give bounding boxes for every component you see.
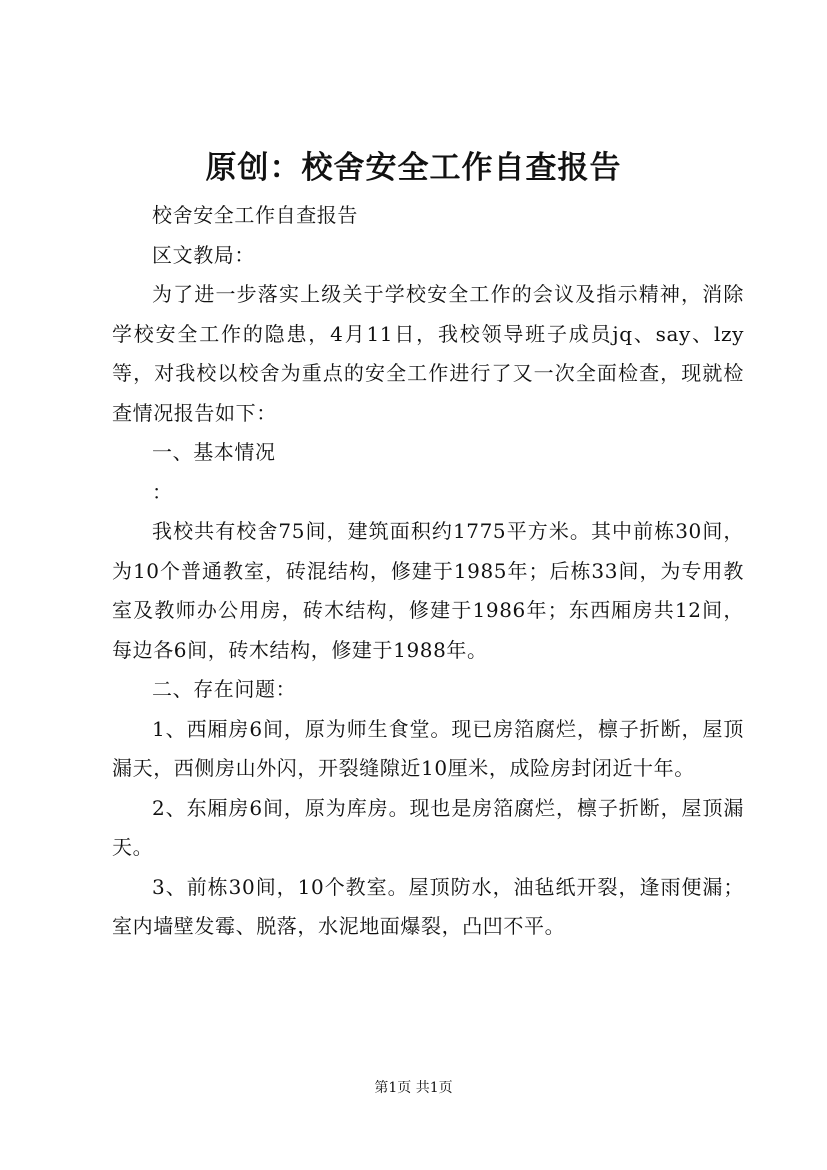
paragraph-intro: 为了进一步落实上级关于学校安全工作的会议及指示精神，消除学校安全工作的隐患，4月11日，我校领导班子成员jq、say、lzy等，对我校以校舍为重点的安全工作进行了又一次全面检查，现就检查情况报告如下： bbox=[112, 282, 744, 425]
page-footer: 第1页 共1页 bbox=[374, 1080, 453, 1096]
paragraph-colon: ： bbox=[152, 479, 173, 504]
section-heading-problems: 二、存在问题： bbox=[152, 677, 297, 701]
document-body bbox=[112, 196, 744, 947]
document-title: 原创：校舍安全工作自查报告 bbox=[205, 150, 622, 186]
paragraph-problem-3: 3、前栋30间，10个教室。屋顶防水，油毡纸开裂，逢雨便漏；室内墙壁发霉、脱落，水泥地面爆裂，凸凹不平。 bbox=[112, 874, 744, 938]
paragraph-problem-1: 1、西厢房6间，原为师生食堂。现已房箔腐烂，檩子折断，屋顶漏天，西侧房山外闪，开裂缝隙近10厘米，成险房封闭近十年。 bbox=[112, 716, 744, 780]
paragraph-subtitle: 校舍安全工作自查报告 bbox=[152, 203, 358, 227]
paragraph-problem-2: 2、东厢房6间，原为库房。现也是房箔腐烂，檩子折断，屋顶漏天。 bbox=[112, 795, 744, 859]
paragraph-basic-info: 我校共有校舍75间，建筑面积约1775平方米。其中前栋30间，为10个普通教室，砖混结构，修建于1985年；后栋33间，为专用教室及教师办公用房，砖木结构，修建于1986年；东西厢房共12间，每边各6间，砖木结构，修建于1988年。 bbox=[112, 519, 744, 662]
paragraph-addressee: 区文教局： bbox=[152, 242, 255, 267]
section-heading-basic: 一、基本情况 bbox=[152, 440, 276, 464]
